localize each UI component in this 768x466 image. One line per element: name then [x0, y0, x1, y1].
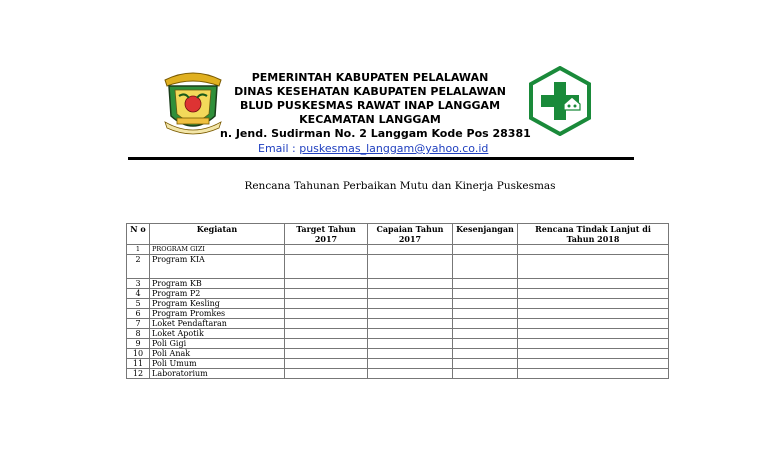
table-row	[127, 309, 669, 319]
cell-rencana[interactable]	[518, 359, 669, 369]
table-row	[127, 279, 669, 289]
cell-kesenjangan[interactable]	[453, 279, 518, 289]
cell-target[interactable]	[285, 279, 368, 289]
table-row	[127, 289, 669, 299]
cell-capaian[interactable]	[368, 319, 453, 329]
row-no: 9	[127, 339, 150, 349]
cell-kesenjangan[interactable]	[453, 349, 518, 359]
row-no: 6	[127, 309, 150, 319]
puskesmas-emblem-logo	[528, 66, 592, 136]
row-kegiatan: Program Promkes	[150, 309, 285, 319]
row-no: 12	[127, 369, 150, 379]
table-row	[127, 319, 669, 329]
col-kesenjangan: Kesenjangan	[453, 224, 518, 245]
header-line-3: BLUD PUSKESMAS RAWAT INAP LANGGAM	[239, 99, 501, 112]
table-row	[127, 255, 669, 279]
table-row	[127, 329, 669, 339]
cell-capaian[interactable]	[368, 359, 453, 369]
cell-kesenjangan[interactable]	[453, 309, 518, 319]
cell-kesenjangan[interactable]	[453, 339, 518, 349]
row-no: 1	[127, 245, 150, 255]
document-title: Rencana Tahunan Perbaikan Mutu dan Kinerja Puskesmas	[244, 180, 556, 192]
cell-target[interactable]	[285, 289, 368, 299]
row-kegiatan: Loket Apotik	[150, 329, 285, 339]
row-kegiatan: Program KB	[150, 279, 285, 289]
row-no: 4	[127, 289, 150, 299]
puskesmas-cross-emblem-icon	[528, 66, 592, 136]
cell-kesenjangan[interactable]	[453, 245, 518, 255]
table-header-row	[127, 224, 669, 245]
cell-rencana[interactable]	[518, 245, 669, 255]
cell-target[interactable]	[285, 339, 368, 349]
row-no: 5	[127, 299, 150, 309]
cell-rencana[interactable]	[518, 339, 669, 349]
col-no: N o	[127, 224, 150, 245]
header-line-1: PEMERINTAH KABUPATEN PELALAWAN	[251, 71, 489, 84]
header-line-4: KECAMATAN LANGGAM	[299, 113, 441, 126]
cell-kesenjangan[interactable]	[453, 319, 518, 329]
cell-capaian[interactable]	[368, 289, 453, 299]
row-kegiatan: Program P2	[150, 289, 285, 299]
cell-rencana[interactable]	[518, 299, 669, 309]
header-address: n. Jend. Sudirman No. 2 Langgam Kode Pos 28381	[220, 127, 531, 140]
row-kegiatan: Loket Pendaftaran	[150, 319, 285, 329]
row-kegiatan: Program Kesling	[150, 299, 285, 309]
table-row	[127, 349, 669, 359]
col-capaian: Capaian Tahun 2017	[368, 224, 453, 245]
row-kegiatan: Laboratorium	[150, 369, 285, 379]
cell-capaian[interactable]	[368, 329, 453, 339]
row-kegiatan: Program KIA	[150, 255, 285, 279]
email-label: Email :	[258, 142, 300, 155]
cell-target[interactable]	[285, 309, 368, 319]
cell-capaian[interactable]	[368, 369, 453, 379]
plan-table	[126, 223, 669, 379]
cell-target[interactable]	[285, 255, 368, 279]
table-row	[127, 369, 669, 379]
row-no: 3	[127, 279, 150, 289]
cell-target[interactable]	[285, 245, 368, 255]
cell-capaian[interactable]	[368, 339, 453, 349]
header-email	[258, 142, 488, 155]
cell-rencana[interactable]	[518, 255, 669, 279]
col-target: Target Tahun 2017	[285, 224, 368, 245]
header-line-2: DINAS KESEHATAN KABUPATEN PELALAWAN	[234, 85, 506, 98]
cell-target[interactable]	[285, 319, 368, 329]
cell-capaian[interactable]	[368, 245, 453, 255]
cell-rencana[interactable]	[518, 369, 669, 379]
cell-rencana[interactable]	[518, 279, 669, 289]
cell-target[interactable]	[285, 349, 368, 359]
cell-kesenjangan[interactable]	[453, 255, 518, 279]
table-row	[127, 339, 669, 349]
cell-kesenjangan[interactable]	[453, 329, 518, 339]
row-no: 2	[127, 255, 150, 279]
row-kegiatan: PROGRAM GIZI	[150, 245, 285, 255]
row-kegiatan: Poli Umum	[150, 359, 285, 369]
table-row	[127, 245, 669, 255]
row-no: 10	[127, 349, 150, 359]
cell-capaian[interactable]	[368, 309, 453, 319]
cell-target[interactable]	[285, 299, 368, 309]
cell-target[interactable]	[285, 369, 368, 379]
row-kegiatan: Poli Anak	[150, 349, 285, 359]
row-no: 8	[127, 329, 150, 339]
cell-kesenjangan[interactable]	[453, 369, 518, 379]
cell-rencana[interactable]	[518, 329, 669, 339]
email-link[interactable]: puskesmas_langgam@yahoo.co.id	[299, 142, 489, 155]
cell-kesenjangan[interactable]	[453, 289, 518, 299]
cell-capaian[interactable]	[368, 299, 453, 309]
row-no: 11	[127, 359, 150, 369]
cell-kesenjangan[interactable]	[453, 359, 518, 369]
cell-target[interactable]	[285, 329, 368, 339]
row-kegiatan: Poli Gigi	[150, 339, 285, 349]
cell-rencana[interactable]	[518, 309, 669, 319]
table-row	[127, 359, 669, 369]
col-rencana: Rencana Tindak Lanjut di Tahun 2018	[518, 224, 669, 245]
row-no: 7	[127, 319, 150, 329]
cell-capaian[interactable]	[368, 279, 453, 289]
table-row	[127, 299, 669, 309]
cell-target[interactable]	[285, 359, 368, 369]
cell-rencana[interactable]	[518, 349, 669, 359]
cell-capaian[interactable]	[368, 255, 453, 279]
cell-rencana[interactable]	[518, 289, 669, 299]
cell-capaian[interactable]	[368, 349, 453, 359]
cell-rencana[interactable]	[518, 319, 669, 329]
cell-kesenjangan[interactable]	[453, 299, 518, 309]
col-kegiatan: Kegiatan	[150, 224, 285, 245]
header-divider	[128, 157, 634, 160]
